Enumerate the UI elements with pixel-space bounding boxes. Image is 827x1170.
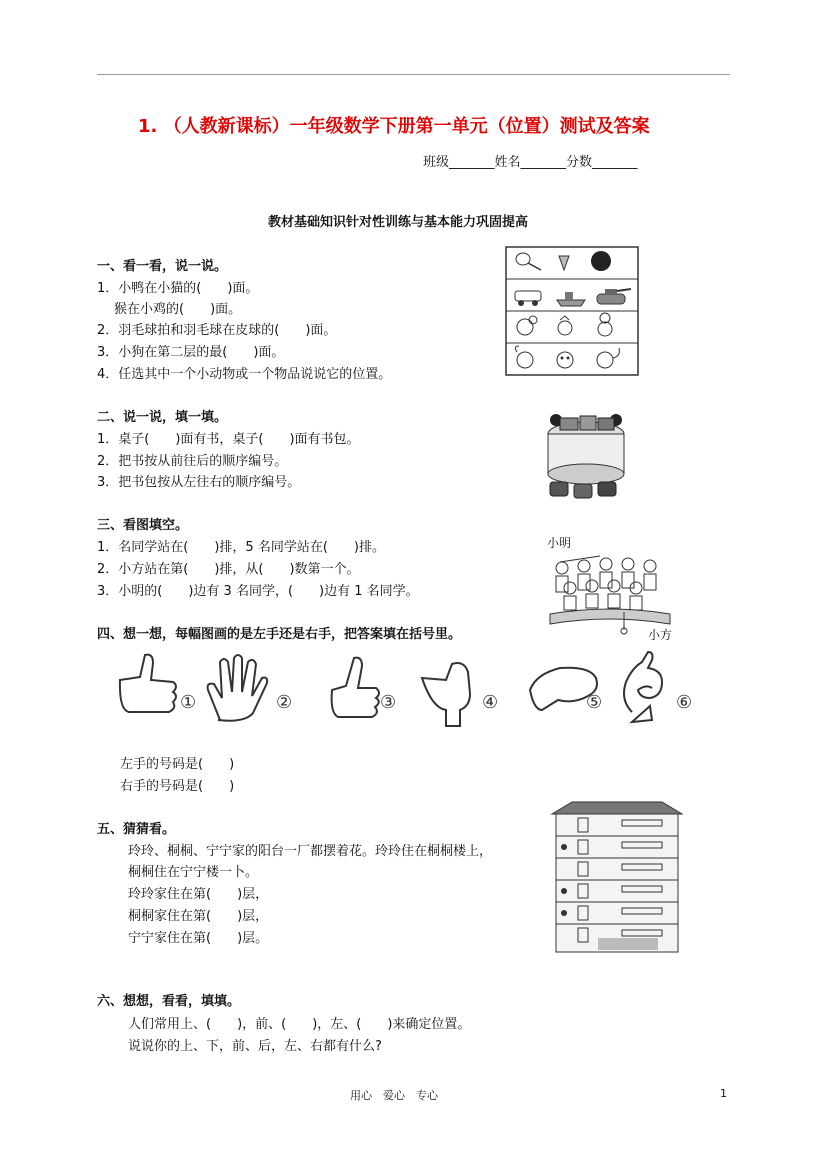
s2-q1: 1．桌子( )面有书，桌子( )面有书包。 bbox=[97, 432, 360, 447]
s4-right-answer: 右手的号码是( ) bbox=[120, 779, 235, 794]
building-image bbox=[548, 798, 684, 954]
section-subtitle: 教材基础知识针对性训练与基本能力巩固提高 bbox=[268, 215, 529, 230]
page-title: 1. （人教新课标）一年级数学下册第一单元（位置）测试及答案 bbox=[138, 116, 650, 137]
s2-q3: 3．把书包按从左往右的顺序编号。 bbox=[97, 475, 301, 490]
s2-q2: 2．把书按从前往后的顺序编号。 bbox=[97, 454, 288, 469]
hand-number-5: ⑤ bbox=[586, 692, 603, 713]
s6-p2: 说说你的上、下，前、后，左、右都有什么? bbox=[128, 1039, 382, 1054]
hands-row-image bbox=[110, 650, 700, 730]
label-xiaofang: 小方 bbox=[648, 628, 673, 642]
s3-q3: 3．小明的( )边有 3 名同学，( )边有 1 名同学。 bbox=[97, 584, 419, 599]
s1-q1b: 猴在小鸡的( )面。 bbox=[114, 302, 242, 317]
s5-heading: 五、猜猜看。 bbox=[97, 822, 176, 837]
s3-q1: 1．名同学站在( )排，5 名同学站在( )排。 bbox=[97, 540, 385, 555]
s5-p2: 桐桐住在宁宁楼一卜。 bbox=[128, 865, 259, 880]
s3-heading: 三、看图填空。 bbox=[97, 518, 189, 533]
hand-number-3: ③ bbox=[380, 692, 397, 713]
class-name-score-line: 班级_______姓名_______分数_______ bbox=[423, 155, 638, 170]
header-rule bbox=[97, 74, 730, 75]
s4-left-answer: 左手的号码是( ) bbox=[120, 757, 235, 772]
s4-heading: 四、想一想，每幅图画的是左手还是右手，把答案填在括号里。 bbox=[97, 627, 462, 642]
page-number: 1 bbox=[720, 1087, 727, 1100]
s1-q2: 2．羽毛球拍和羽毛球在皮球的( )面。 bbox=[97, 323, 337, 338]
hand-number-4: ④ bbox=[482, 692, 499, 713]
s5-p3: 玲玲家住在第( )层， bbox=[128, 887, 269, 902]
s3-q2: 2．小方站在第( )排，从( )数第一个。 bbox=[97, 562, 360, 577]
s1-heading: 一、看一看，说一说。 bbox=[97, 259, 228, 274]
hand-number-1: ① bbox=[180, 692, 197, 713]
s2-heading: 二、说一说，填一填。 bbox=[97, 410, 228, 425]
s5-p1: 玲玲、桐桐、宁宁家的阳台一厂都摆着花。玲玲住在桐桐楼上， bbox=[128, 844, 493, 859]
s5-p5: 宁宁家住在第( )层。 bbox=[128, 931, 269, 946]
s5-p4: 桐桐家住在第( )层， bbox=[128, 909, 269, 924]
s1-q3: 3．小狗在第二层的最( )面。 bbox=[97, 345, 285, 360]
s6-heading: 六、想想，看看，填填。 bbox=[97, 994, 241, 1009]
table-books-bags-image bbox=[540, 408, 632, 502]
hand-number-6: ⑥ bbox=[676, 692, 693, 713]
animals-grid-image bbox=[505, 246, 639, 376]
s6-p1: 人们常用上、( )，前、( )，左、( )来确定位置。 bbox=[128, 1017, 471, 1032]
hand-number-2: ② bbox=[276, 692, 293, 713]
label-xiaoming: 小明 bbox=[547, 536, 572, 550]
footer-text: 用心 爱心 专心 bbox=[350, 1089, 438, 1102]
s1-q4: 4．任选其中一个小动物或一个物品说说它的位置。 bbox=[97, 367, 392, 382]
s1-q1: 1．小鸭在小猫的( )面。 bbox=[97, 281, 259, 296]
